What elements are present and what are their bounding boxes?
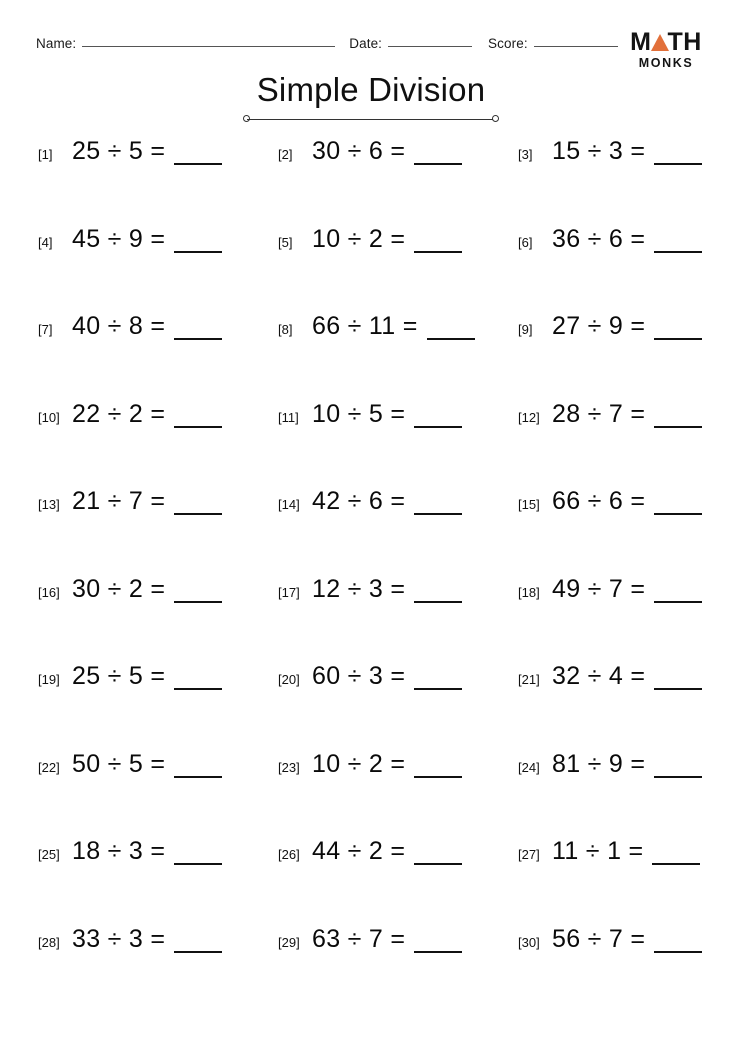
problem-item — [508, 575, 720, 663]
problem-number: [16] — [38, 584, 60, 600]
title-block — [0, 72, 742, 124]
name-input-blank[interactable] — [82, 45, 335, 47]
answer-blank[interactable] — [414, 862, 462, 865]
problem-number: [6] — [518, 234, 533, 250]
problem-item — [508, 487, 720, 575]
problem-expression: 27 ÷ 9 = — [552, 312, 646, 340]
problem-item — [508, 925, 720, 1013]
divider-line — [247, 119, 495, 120]
name-label: Name: — [36, 36, 77, 51]
problem-item — [268, 925, 508, 1013]
problem-expression: 18 ÷ 3 = — [72, 837, 166, 865]
problem-number: [21] — [518, 672, 540, 687]
score-label: Score: — [488, 36, 528, 51]
problem-item — [508, 312, 720, 400]
problem-expression: 21 ÷ 7 = — [72, 487, 166, 515]
problem-expression: 42 ÷ 6 = — [312, 487, 406, 515]
answer-blank[interactable] — [174, 950, 222, 953]
problem-number: [22] — [38, 759, 60, 775]
problem-number: [15] — [518, 497, 540, 512]
score-input-blank[interactable] — [534, 45, 618, 47]
problem-number: [30] — [518, 934, 540, 950]
answer-blank[interactable] — [654, 687, 702, 690]
problem-number: [29] — [278, 934, 300, 950]
problem-expression: 63 ÷ 7 = — [312, 924, 406, 953]
problem-grid — [30, 137, 720, 1012]
answer-blank[interactable] — [414, 512, 462, 515]
problem-expression: 33 ÷ 3 = — [72, 924, 166, 953]
problem-number: [3] — [518, 147, 533, 162]
answer-blank[interactable] — [174, 862, 222, 865]
answer-blank[interactable] — [654, 425, 702, 428]
problem-number: [9] — [518, 322, 533, 337]
problem-expression: 30 ÷ 2 = — [72, 574, 166, 603]
problem-item — [30, 137, 268, 225]
answer-blank[interactable] — [654, 775, 702, 778]
problem-item — [508, 225, 720, 313]
date-input-blank[interactable] — [388, 45, 472, 47]
logo-wordmark-math — [630, 30, 702, 55]
answer-blank[interactable] — [414, 425, 462, 428]
problem-number: [8] — [278, 322, 293, 337]
problem-item — [30, 575, 268, 663]
problem-row — [30, 575, 720, 663]
problem-item — [508, 750, 720, 838]
problem-item — [30, 662, 268, 750]
problem-number: [27] — [518, 847, 540, 862]
problem-expression: 10 ÷ 2 = — [312, 749, 406, 778]
logo-wordmark-monks: MONKS — [638, 56, 694, 70]
problem-item — [30, 487, 268, 575]
problem-number: [28] — [38, 934, 60, 950]
problem-number: [14] — [278, 497, 300, 512]
answer-blank[interactable] — [654, 162, 702, 165]
problem-number: [13] — [38, 497, 60, 512]
title-divider — [243, 115, 499, 124]
problem-expression: 66 ÷ 6 = — [552, 487, 646, 515]
problem-item — [268, 400, 508, 488]
logo-letters-th: TH — [667, 28, 702, 56]
worksheet-header — [36, 28, 712, 70]
answer-blank[interactable] — [427, 337, 475, 340]
problem-number: [17] — [278, 584, 300, 600]
problem-expression: 60 ÷ 3 = — [312, 662, 406, 690]
answer-blank[interactable] — [652, 862, 700, 865]
problem-number: [5] — [278, 234, 293, 250]
problem-item — [30, 837, 268, 925]
answer-blank[interactable] — [174, 337, 222, 340]
problem-item — [268, 662, 508, 750]
answer-blank[interactable] — [414, 250, 462, 253]
problem-number: [2] — [278, 147, 293, 162]
answer-blank[interactable] — [174, 600, 222, 603]
date-field-group — [349, 36, 472, 51]
problem-row — [30, 225, 720, 313]
answer-blank[interactable] — [654, 950, 702, 953]
problem-expression: 10 ÷ 5 = — [312, 399, 406, 428]
problem-item — [30, 312, 268, 400]
problem-item — [30, 400, 268, 488]
problem-row — [30, 312, 720, 400]
problem-item — [508, 662, 720, 750]
page-title: Simple Division — [256, 71, 486, 108]
date-label: Date: — [349, 36, 383, 51]
answer-blank[interactable] — [174, 250, 222, 253]
problem-item — [30, 225, 268, 313]
problem-item — [30, 750, 268, 838]
problem-expression: 32 ÷ 4 = — [552, 662, 646, 690]
problem-item — [508, 400, 720, 488]
answer-blank[interactable] — [414, 950, 462, 953]
answer-blank[interactable] — [654, 337, 702, 340]
problem-number: [24] — [518, 759, 540, 775]
problem-item — [508, 137, 720, 225]
problem-expression: 36 ÷ 6 = — [552, 224, 646, 253]
score-field-group — [488, 36, 618, 51]
problem-number: [23] — [278, 759, 300, 775]
problem-expression: 25 ÷ 5 = — [72, 662, 166, 690]
problem-expression: 11 ÷ 1 = — [552, 837, 644, 865]
problem-item — [268, 837, 508, 925]
answer-blank[interactable] — [174, 512, 222, 515]
problem-item — [268, 487, 508, 575]
problem-item — [268, 750, 508, 838]
problem-expression: 40 ÷ 8 = — [72, 312, 166, 340]
answer-blank[interactable] — [654, 512, 702, 515]
problem-expression: 56 ÷ 7 = — [552, 924, 646, 953]
answer-blank[interactable] — [654, 600, 702, 603]
problem-number: [12] — [518, 409, 540, 425]
problem-row — [30, 837, 720, 925]
answer-blank[interactable] — [414, 775, 462, 778]
problem-expression: 45 ÷ 9 = — [72, 224, 166, 253]
problem-expression: 10 ÷ 2 = — [312, 224, 406, 253]
answer-blank[interactable] — [174, 775, 222, 778]
problem-row — [30, 137, 720, 225]
name-field-group — [36, 36, 335, 51]
mathmonks-logo — [620, 30, 712, 70]
problem-number: [19] — [38, 672, 60, 687]
answer-blank[interactable] — [414, 600, 462, 603]
problem-item — [508, 837, 720, 925]
problem-expression: 50 ÷ 5 = — [72, 749, 166, 778]
triangle-icon — [651, 34, 669, 51]
answer-blank[interactable] — [174, 687, 222, 690]
answer-blank[interactable] — [654, 250, 702, 253]
problem-expression: 22 ÷ 2 = — [72, 399, 166, 428]
problem-number: [18] — [518, 584, 540, 600]
problem-expression: 12 ÷ 3 = — [312, 574, 406, 603]
problem-number: [1] — [38, 147, 53, 162]
divider-dot-right-icon — [492, 115, 499, 122]
answer-blank[interactable] — [414, 162, 462, 165]
problem-row — [30, 662, 720, 750]
problem-number: [25] — [38, 847, 60, 862]
problem-number: [4] — [38, 234, 53, 250]
problem-expression: 66 ÷ 11 = — [312, 312, 418, 340]
answer-blank[interactable] — [174, 162, 222, 165]
problem-item — [268, 312, 508, 400]
problem-number: [20] — [278, 672, 300, 687]
problem-number: [10] — [38, 409, 60, 425]
problem-number: [7] — [38, 322, 53, 337]
problem-expression: 25 ÷ 5 = — [72, 137, 166, 165]
problem-item — [268, 225, 508, 313]
problem-item — [268, 575, 508, 663]
problem-row — [30, 487, 720, 575]
problem-number: [26] — [278, 847, 300, 862]
problem-expression: 49 ÷ 7 = — [552, 574, 646, 603]
answer-blank[interactable] — [414, 687, 462, 690]
problem-row — [30, 400, 720, 488]
problem-expression: 30 ÷ 6 = — [312, 137, 406, 165]
problem-number: [11] — [278, 409, 299, 425]
problem-expression: 28 ÷ 7 = — [552, 399, 646, 428]
problem-expression: 44 ÷ 2 = — [312, 837, 406, 865]
problem-row — [30, 925, 720, 1013]
answer-blank[interactable] — [174, 425, 222, 428]
problem-item — [30, 925, 268, 1013]
problem-row — [30, 750, 720, 838]
problem-expression: 15 ÷ 3 = — [552, 137, 646, 165]
problem-item — [268, 137, 508, 225]
logo-letter-m: M — [630, 28, 652, 56]
problem-expression: 81 ÷ 9 = — [552, 749, 646, 778]
